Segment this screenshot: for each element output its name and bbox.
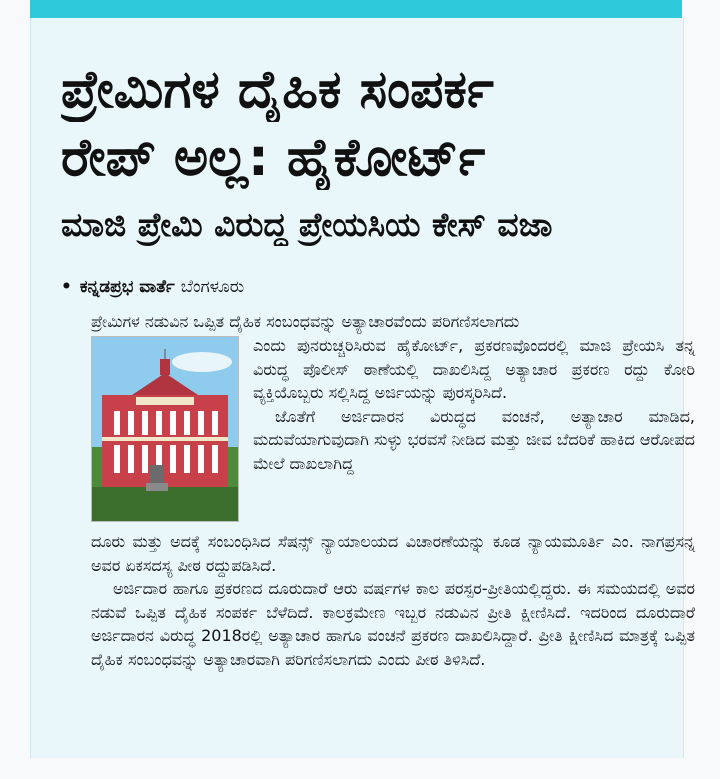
byline — [61, 276, 461, 298]
headline-line-2: ರೇಪ್ ಅಲ್ಲ: ಹೈಕೋರ್ಟ್ — [61, 128, 486, 188]
article-column-right — [253, 334, 695, 475]
news-clipping — [30, 18, 695, 758]
byline-place: ಬೆಂಗಳೂರು — [180, 277, 245, 297]
high-court-building-photo — [91, 336, 239, 522]
top-accent-bar — [30, 0, 682, 18]
article-text-line: ಪ್ರೇಮಿಗಳ ನಡುವಿನ ಒಪ್ಪಿತ ದೈಹಿಕ ಸಂಬಂಧವನ್ನು ಅತ್ಯಾಚಾರವೆಂದು ಪರಿಗಣಿಸಲಾಗದು — [91, 312, 520, 331]
headline-line-1: ಪ್ರೇಮಿಗಳ ದೈಹಿಕ ಸಂಪರ್ಕ — [61, 60, 494, 120]
subheadline: ಮಾಜಿ ಪ್ರೇಮಿ ವಿರುದ್ಧ ಪ್ರೇಯಸಿಯ ಕೇಸ್ ವಜಾ — [61, 205, 553, 244]
bullet-icon: • — [61, 277, 72, 297]
article-paragraph-2-start: ಜೊತೆಗೆ ಅರ್ಜಿದಾರನ ವಿರುದ್ಧದ ವಂಚನೆ, ಅತ್ಯಾಚಾರ ಮಾಡಿದ, ಮದುವೆಯಾಗುವುದಾಗಿ ಸುಳ್ಳು ಭರವಸೆ ನೀಡಿದ ಮತ್ತು ಜೀವ ಬೆದರಿಕೆ ಹಾಕಿದ ಆರೋಪದ ಮೇಲೆ ದಾಖಲಾಗಿದ್ದ — [253, 406, 695, 473]
article-intro-line — [91, 310, 695, 334]
building-illustration — [92, 337, 238, 521]
article-paragraph-1: ಎಂದು ಪುನರುಚ್ಚರಿಸಿರುವ ಹೈಕೋರ್ಟ್, ಪ್ರಕರಣವೊಂದರಲ್ಲಿ ಮಾಜಿ ಪ್ರೇಯಸಿ ತನ್ನ ವಿರುದ್ಧ ಪೊಲೀಸ್ ಠಾಣೆಯಲ್ಲಿ ದಾಖಲಿಸಿದ್ದ ಅತ್ಯಾಚಾರ ಪ್ರಕರಣ ರದ್ದು ಕೋರಿ ವ್ಯಕ್ತಿಯೊಬ್ಬರು ಸಲ್ಲಿಸಿದ್ದ ಅರ್ಜಿಯನ್ನು ಪುರಸ್ಕರಿಸಿದೆ. — [253, 336, 695, 402]
article-paragraph-2-end: ದೂರು ಮತ್ತು ಅದಕ್ಕೆ ಸಂಬಂಧಿಸಿದ ಸೆಷನ್ಸ್ ನ್ಯಾಯಾಲಯದ ವಿಚಾರಣೆಯನ್ನು ಕೂಡ ನ್ಯಾಯಮೂರ್ತಿ ಎಂ. ನಾಗಪ್ರಸನ್ನ ಅವರ ಏಕಸದಸ್ಯ ಪೀಠ ರದ್ದುಪಡಿಸಿದೆ. — [91, 532, 695, 575]
article-paragraph-3: ಅರ್ಜಿದಾರ ಹಾಗೂ ಪ್ರಕರಣದ ದೂರುದಾರೆ ಆರು ವರ್ಷಗಳ ಕಾಲ ಪರಸ್ಪರ-ಪ್ರೀತಿಯಲ್ಲಿದ್ದರು. ಈ ಸಮಯದಲ್ಲಿ ಅವರ ನಡುವೆ ಒಪ್ಪಿತ ದೈಹಿಕ ಸಂಪರ್ಕ ಬೆಳೆದಿದೆ. ಕಾಲಕ್ರಮೇಣ ಇಬ್ಬರ ನಡುವಿನ ಪ್ರೀತಿ ಕ್ಷೀಣಿಸಿದೆ. ಇದರಿಂದ ದೂರುದಾರೆ ಅರ್ಜಿದಾರನ ವಿರುದ್ಧ 2018ರಲ್ಲಿ ಅತ್ಯಾಚಾರ ಹಾಗೂ ವಂಚನೆ ಪ್ರಕರಣ ದಾಖಲಿಸಿದ್ದಾರೆ. ಪ್ರೀತಿ ಕ್ಷೀಣಿಸಿದ ಮಾತ್ರಕ್ಕೆ ಒಪ್ಪಿತ ದೈಹಿಕ ಸಂಬಂಧವನ್ನು ಅತ್ಯಾಚಾರವಾಗಿ ಪರಿಗಣಿಸಲಾಗದು ಎಂದು ಪೀಠ ತಿಳಿಸಿದೆ. — [91, 579, 695, 669]
byline-agency: ಕನ್ನಡಪ್ರಭ ವಾರ್ತೆ — [79, 277, 175, 297]
article-column-full — [91, 530, 695, 671]
